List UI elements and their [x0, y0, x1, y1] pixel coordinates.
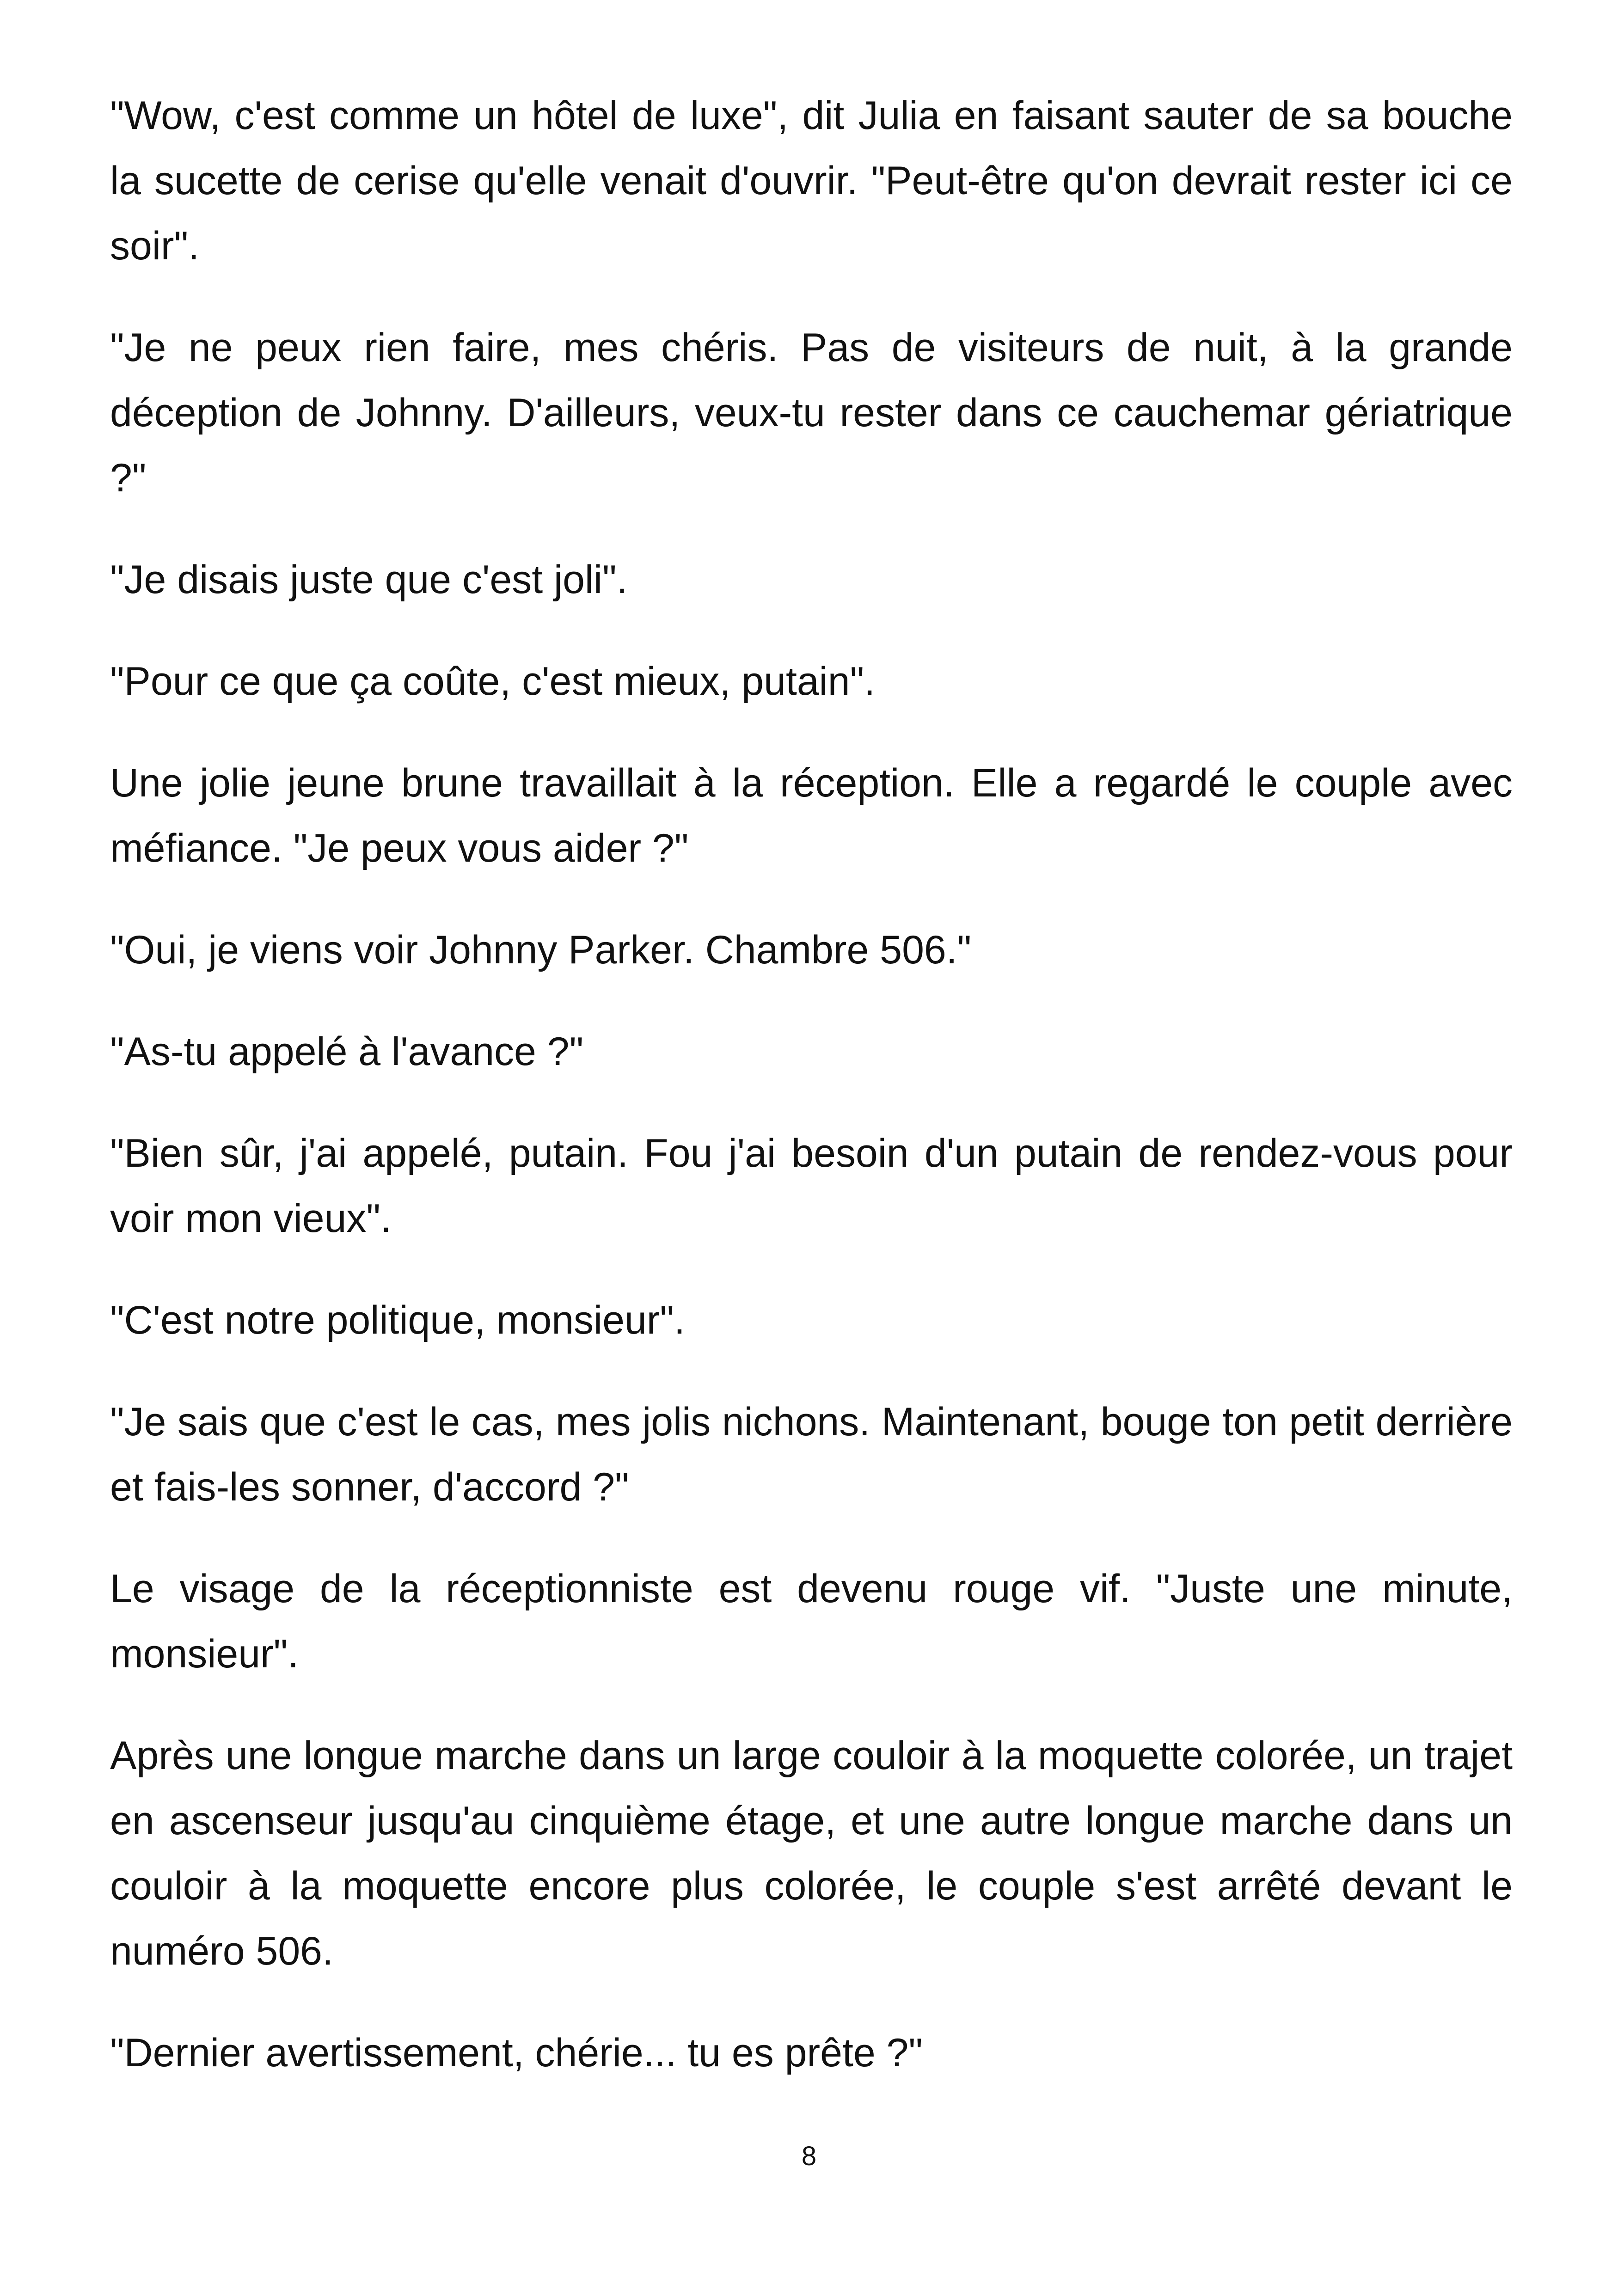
paragraph: "C'est notre politique, monsieur".	[110, 1298, 685, 1342]
paragraph: "Bien sûr, j'ai appelé, putain. Fou j'ai besoin d'un putain de rendez-vous pour voir mon vieux".	[110, 1131, 1513, 1241]
paragraph: Après une longue marche dans un large couloir à la moquette colorée, un trajet en ascenseur jusqu'au cinquième étage, et une autre longue marche dans un couloir à la moquette encore plus colorée, le couple s'est arrêté devant le numéro 506.	[110, 1733, 1513, 1973]
paragraph: "Pour ce que ça coûte, c'est mieux, putain".	[110, 659, 876, 704]
paragraph: "Je sais que c'est le cas, mes jolis nichons. Maintenant, bouge ton petit derrière et fais-les sonner, d'accord ?"	[110, 1400, 1513, 1509]
page-number: 8	[801, 2141, 817, 2171]
paragraph: "Oui, je viens voir Johnny Parker. Chambre 506."	[110, 928, 972, 972]
paragraph: Une jolie jeune brune travaillait à la réception. Elle a regardé le couple avec méfiance. "Je peux vous aider ?"	[110, 761, 1513, 870]
paragraph: "Wow, c'est comme un hôtel de luxe", dit Julia en faisant sauter de sa bouche la sucette de cerise qu'elle venait d'ouvrir. "Peut-être qu'on devrait rester ici ce soir".	[110, 93, 1513, 268]
paragraph: Le visage de la réceptionniste est devenu rouge vif. "Juste une minute, monsieur".	[110, 1567, 1513, 1676]
paragraph: "Je disais juste que c'est joli".	[110, 557, 628, 602]
paragraph: "Dernier avertissement, chérie... tu es prête ?"	[110, 2031, 923, 2075]
paragraph: "As-tu appelé à l'avance ?"	[110, 1029, 584, 1074]
paragraph: "Je ne peux rien faire, mes chéris. Pas de visiteurs de nuit, à la grande déception de Johnny. D'ailleurs, veux-tu rester dans ce cauchemar gériatrique ?"	[110, 325, 1513, 500]
text-body	[110, 83, 1513, 2122]
